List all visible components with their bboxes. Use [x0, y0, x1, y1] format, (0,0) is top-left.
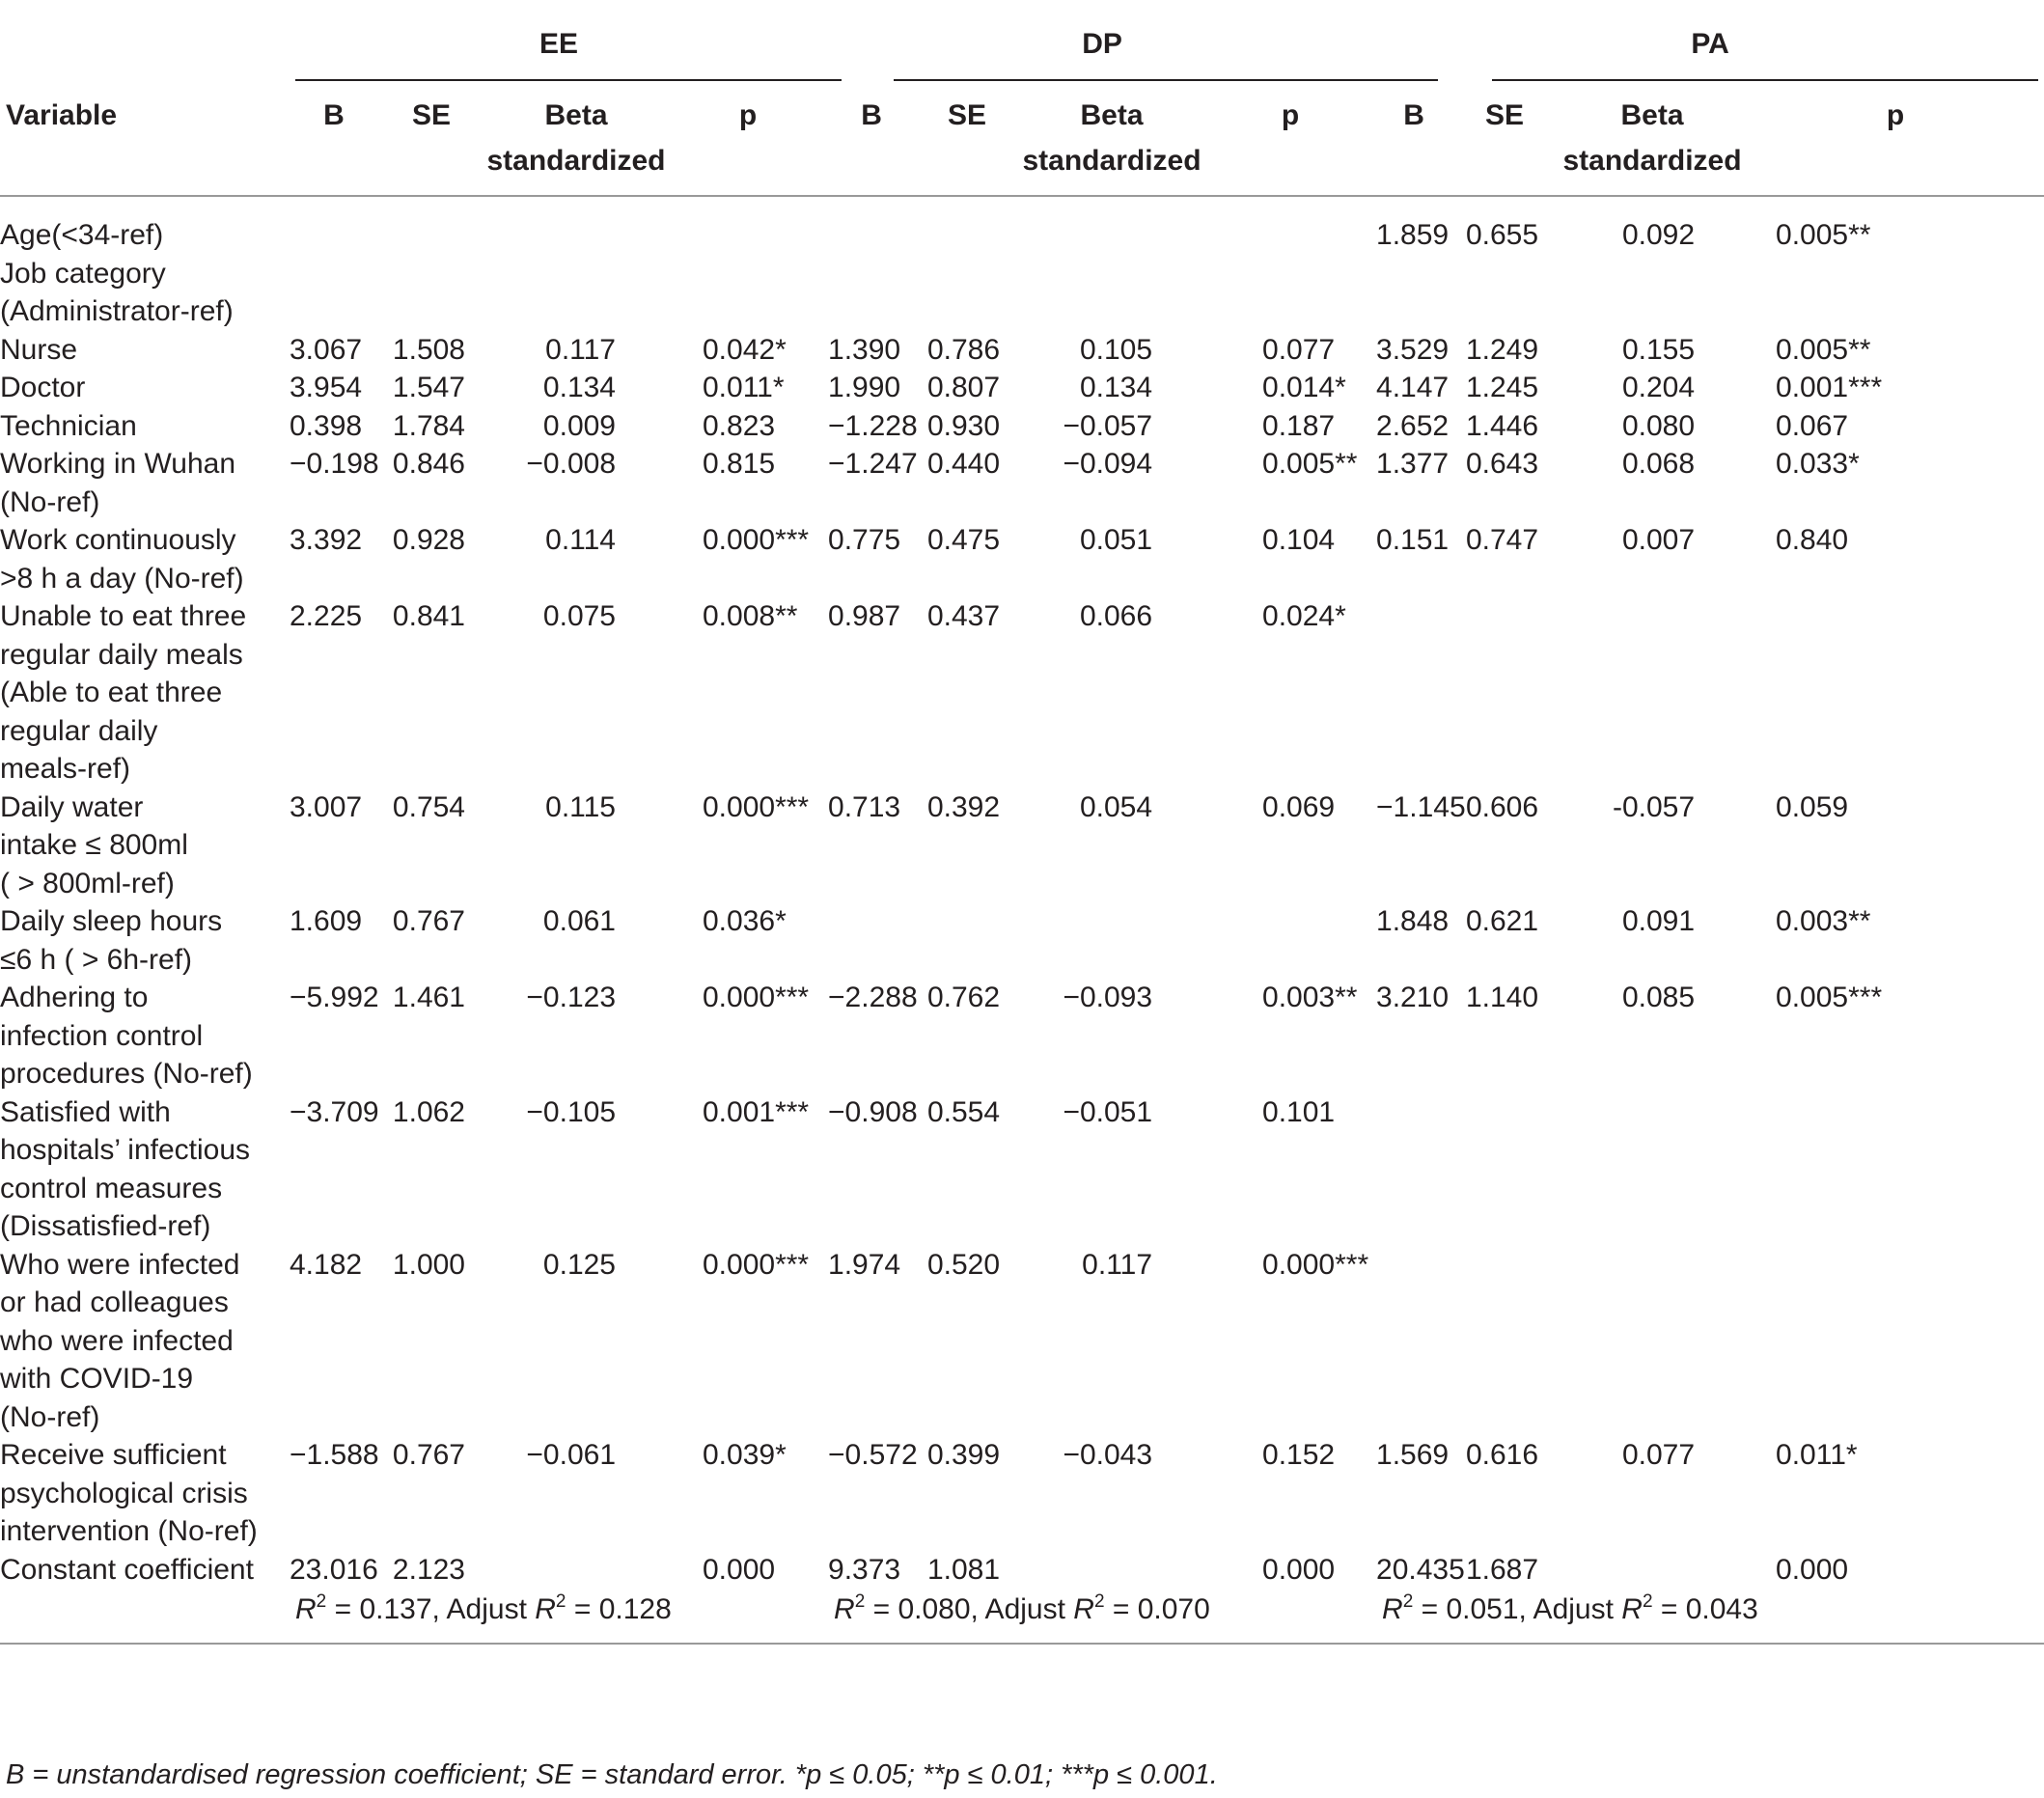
adjust-r-exponent: 2: [1642, 1591, 1653, 1612]
cell-p: 0.003**: [1262, 982, 1358, 1013]
cell-b: −1.145: [1376, 790, 1466, 823]
row-label: [0, 1246, 290, 1437]
cell-se: 0.655: [1465, 219, 1539, 251]
group-header-row: [0, 8, 2044, 81]
column-header-se: SE: [1485, 99, 1525, 131]
cell-p: 0.005**: [1776, 333, 1871, 366]
cell-se: [915, 196, 1019, 255]
cell-se: 0.554: [926, 1095, 1001, 1128]
row-label-line: Satisfied with: [0, 1095, 171, 1128]
cell-p: 0.024*: [1262, 600, 1346, 632]
cell-se: 0.440: [926, 448, 1001, 480]
cell-beta: −0.057: [1063, 409, 1153, 442]
cell-b: 1.859: [1376, 219, 1450, 251]
cell-p: 0.000***: [703, 790, 810, 823]
column-header-p: p: [738, 99, 758, 131]
row-label-line: control measures: [0, 1172, 223, 1204]
group-header-ee: EE: [539, 28, 579, 60]
cell-b: 0.398: [290, 409, 363, 442]
cell-se: 1.245: [1465, 372, 1539, 403]
cell-p: 0.039*: [703, 1439, 787, 1471]
cell-se: [378, 255, 484, 331]
cell-b: −1.228: [828, 409, 918, 442]
row-label-line: Daily sleep hours: [0, 905, 223, 937]
row-label-line: Unable to eat three: [0, 600, 247, 632]
beta-line-2: standardized: [1022, 145, 1202, 177]
cell-b: 1.377: [1376, 448, 1450, 480]
cell-se: [378, 196, 484, 255]
adjust-r-symbol: R: [535, 1593, 556, 1625]
cell-b: 1.390: [828, 333, 901, 366]
cell-b: −5.992: [290, 982, 379, 1013]
cell-b: [1376, 1093, 1451, 1246]
group-rule-pa: [1492, 79, 2038, 81]
cell-b: −0.908: [828, 1095, 918, 1128]
cell-b: −1.588: [290, 1439, 379, 1471]
cell-p: 0.187: [1262, 409, 1336, 442]
cell-se: 0.754: [392, 790, 465, 823]
cell-b: 1.974: [828, 1248, 901, 1281]
row-label-line: procedures (No-ref): [0, 1058, 253, 1090]
row-label-line: Receive sufficient: [0, 1439, 227, 1471]
row-label-line: Who were infected: [0, 1248, 240, 1281]
cell-se: 0.930: [926, 409, 1001, 442]
cell-b: 0.987: [828, 600, 901, 632]
cell-b: 0.151: [1376, 524, 1450, 556]
cell-b: 3.210: [1376, 982, 1450, 1013]
cell-se: 0.767: [392, 905, 465, 937]
cell-b: 4.147: [1376, 372, 1450, 403]
cell-beta: [1019, 1551, 1204, 1590]
table-row: [0, 407, 2044, 446]
cell-p: 0.104: [1262, 524, 1336, 556]
cell-b: 1.569: [1376, 1439, 1450, 1471]
row-label-line: meals-ref): [0, 753, 131, 785]
cell-b: 1.990: [828, 372, 901, 403]
cell-b: 23.016: [290, 1553, 378, 1586]
cell-b: [1376, 255, 1451, 331]
r-symbol: R: [1382, 1593, 1403, 1625]
cell-p: [1204, 902, 1376, 979]
cell-beta: −0.093: [1063, 982, 1153, 1013]
cell-se: 1.062: [392, 1095, 465, 1128]
cell-se: [1451, 1246, 1558, 1437]
row-label: [0, 788, 290, 903]
cell-beta: 0.115: [545, 790, 616, 823]
row-label-line: Nurse: [0, 333, 78, 366]
cell-beta: 0.134: [1079, 372, 1153, 403]
cell-se: 0.841: [392, 600, 465, 632]
cell-beta: −0.094: [1063, 448, 1153, 480]
cell-b: 3.954: [290, 372, 363, 403]
cell-b: 2.225: [290, 600, 363, 632]
cell-b: 1.848: [1376, 905, 1450, 937]
table-row: [0, 788, 2044, 903]
cell-p: 0.059: [1776, 790, 1849, 823]
cell-beta: [1558, 597, 1747, 788]
row-label-line: regular daily meals: [0, 638, 243, 671]
cell-se: 1.249: [1465, 333, 1539, 366]
cell-se: [1451, 255, 1558, 331]
row-label: [0, 255, 290, 331]
cell-beta: −0.061: [526, 1439, 616, 1471]
cell-b: 20.435: [1376, 1553, 1465, 1586]
table-row: [0, 597, 2044, 788]
cell-b: 3.529: [1376, 333, 1450, 366]
cell-se: 0.606: [1465, 790, 1539, 823]
adjust-r-value: = 0.070: [1104, 1593, 1210, 1625]
table-row: [0, 331, 2044, 370]
cell-p: 0.005**: [1776, 219, 1871, 251]
cell-beta: [1558, 1551, 1747, 1590]
cell-p: 0.036*: [703, 905, 787, 937]
cell-beta: [484, 1551, 668, 1590]
group-rule-dp: [894, 79, 1438, 81]
cell-p: 0.069: [1262, 790, 1336, 823]
cell-p: 0.101: [1262, 1095, 1336, 1128]
row-label-line: infection control: [0, 1019, 204, 1052]
cell-se: 1.446: [1465, 409, 1539, 442]
row-label: [0, 521, 290, 597]
cell-beta: 0.092: [1621, 219, 1696, 251]
cell-p: 0.001***: [1776, 372, 1883, 403]
row-label-line: (No-ref): [0, 1400, 100, 1433]
row-label: [0, 902, 290, 979]
row-label: [0, 445, 290, 521]
row-label-line: intervention (No-ref): [0, 1515, 258, 1547]
cell-b: [828, 255, 915, 331]
beta-line-2: standardized: [486, 145, 666, 177]
cell-se: 0.747: [1465, 524, 1539, 556]
cell-p: [668, 196, 828, 255]
cell-beta: 0.066: [1079, 600, 1153, 632]
cell-beta: 0.117: [1082, 1248, 1153, 1281]
row-label-line: Working in Wuhan: [0, 448, 236, 480]
cell-b: −0.198: [290, 448, 379, 480]
cell-p: 0.000***: [703, 982, 810, 1013]
cell-p: 0.000: [1262, 1553, 1336, 1586]
cell-se: 0.928: [392, 524, 465, 556]
cell-beta: 0.091: [1621, 905, 1696, 937]
r-squared-cell: [1376, 1589, 2044, 1644]
cell-se: 1.140: [1465, 982, 1539, 1013]
row-label: [0, 196, 290, 255]
row-label-line: Doctor: [0, 372, 86, 403]
table-row: [0, 1436, 2044, 1551]
cell-se: 0.807: [926, 372, 1001, 403]
row-label: [0, 597, 290, 788]
column-header-beta: [484, 81, 668, 196]
row-label: [0, 1436, 290, 1551]
adjust-r-exponent: 2: [1093, 1591, 1105, 1612]
cell-b: −0.572: [828, 1439, 918, 1471]
cell-p: 0.000***: [1262, 1248, 1369, 1281]
cell-beta: −0.105: [526, 1095, 616, 1128]
table-row: [0, 445, 2044, 521]
cell-beta: 0.085: [1621, 982, 1696, 1013]
cell-beta: [1019, 902, 1204, 979]
adjust-r-value: = 0.128: [566, 1593, 672, 1625]
row-label-line: or had colleagues: [0, 1286, 229, 1318]
cell-beta: 0.204: [1621, 372, 1696, 403]
cell-p: [668, 255, 828, 331]
footnote: B = unstandardised regression coefficient; SE = standard error. *p ≤ 0.05; **p ≤ 0.01; ***p ≤ 0.001.: [6, 1759, 1218, 1790]
table-row: [0, 1246, 2044, 1437]
cell-beta: 0.061: [542, 905, 616, 937]
cell-b: [290, 255, 378, 331]
row-label-line: ≤6 h ( > 6h-ref): [0, 943, 193, 976]
r-value: = 0.051, Adjust: [1413, 1593, 1622, 1625]
regression-table: [0, 8, 2044, 1645]
column-header-p: p: [1886, 99, 1905, 131]
cell-p: [1747, 1246, 2044, 1437]
cell-b: 0.713: [828, 790, 901, 823]
cell-beta: 0.075: [542, 600, 616, 632]
cell-p: 0.000***: [703, 1248, 810, 1281]
cell-beta: -0.057: [1612, 790, 1696, 823]
cell-p: 0.067: [1776, 409, 1849, 442]
cell-b: 4.182: [290, 1248, 363, 1281]
cell-b: 9.373: [828, 1553, 901, 1586]
row-label-line: with COVID-19: [0, 1363, 194, 1395]
cell-beta: 0.134: [542, 372, 616, 403]
r-symbol: R: [295, 1593, 317, 1625]
cell-b: 2.652: [1376, 409, 1450, 442]
cell-p: 0.033*: [1776, 448, 1860, 480]
table-row: [0, 902, 2044, 979]
cell-b: [1376, 1246, 1451, 1437]
column-header-beta: [1558, 81, 1747, 196]
cell-beta: 0.125: [542, 1248, 616, 1281]
cell-beta: 0.077: [1621, 1439, 1696, 1471]
column-header-row: [0, 81, 2044, 196]
cell-b: 3.067: [290, 333, 363, 366]
row-label: [0, 331, 290, 370]
row-label-line: Adhering to: [0, 982, 149, 1013]
cell-p: 0.152: [1262, 1439, 1336, 1471]
column-header-beta: [1019, 81, 1204, 196]
cell-se: [1451, 1093, 1558, 1246]
column-header-b: B: [1403, 99, 1424, 131]
cell-p: 0.005***: [1776, 982, 1883, 1013]
cell-p: 0.001***: [703, 1095, 810, 1128]
cell-beta: −0.051: [1063, 1095, 1153, 1128]
row-label-line: Age(<34-ref): [0, 219, 164, 251]
cell-p: 0.008**: [703, 600, 798, 632]
cell-se: 0.621: [1465, 905, 1539, 937]
cell-se: 1.461: [392, 982, 465, 1013]
cell-beta: −0.008: [526, 448, 616, 480]
cell-beta: 0.009: [542, 409, 616, 442]
r-value: = 0.137, Adjust: [326, 1593, 536, 1625]
cell-b: [828, 902, 915, 979]
column-header-variable: Variable: [6, 99, 118, 131]
cell-beta: 0.054: [1079, 790, 1153, 823]
adjust-r-exponent: 2: [555, 1591, 566, 1612]
row-label-line: Job category: [0, 257, 166, 290]
cell-beta: 0.007: [1621, 524, 1696, 556]
cell-se: [915, 902, 1019, 979]
cell-se: 2.123: [392, 1553, 465, 1586]
beta-line-2: standardized: [1562, 145, 1742, 177]
cell-p: 0.042*: [703, 333, 787, 366]
cell-b: 3.392: [290, 524, 363, 556]
cell-p: 0.840: [1776, 524, 1849, 556]
cell-p: [1204, 255, 1376, 331]
row-label-line: Work continuously: [0, 524, 236, 556]
cell-se: 0.767: [392, 1439, 465, 1471]
group-header-dp: DP: [1082, 28, 1122, 60]
adjust-r-value: = 0.043: [1652, 1593, 1758, 1625]
row-label-line: ( > 800ml-ref): [0, 867, 175, 899]
row-label-line: Daily water: [0, 790, 144, 823]
beta-line-1: Beta: [544, 99, 608, 131]
cell-beta: 0.051: [1079, 524, 1153, 556]
r-symbol: R: [834, 1593, 855, 1625]
table-row: [0, 521, 2044, 597]
cell-beta: [1558, 1246, 1747, 1437]
cell-se: [1451, 597, 1558, 788]
column-header-se: SE: [411, 99, 452, 131]
cell-se: 1.000: [392, 1248, 465, 1281]
cell-b: 0.775: [828, 524, 901, 556]
cell-p: 0.011*: [703, 372, 785, 403]
r-exponent: 2: [854, 1591, 866, 1612]
cell-se: 0.762: [926, 982, 1001, 1013]
group-rule-ee: [295, 79, 842, 81]
cell-p: 0.823: [703, 409, 776, 442]
row-label-line: (Administrator-ref): [0, 295, 234, 327]
beta-line-1: Beta: [1080, 99, 1144, 131]
r-squared-spacer: [0, 1589, 290, 1644]
row-label-line: Technician: [0, 409, 137, 442]
table-row: [0, 369, 2044, 407]
cell-p: [1747, 255, 2044, 331]
cell-beta: [1558, 1093, 1747, 1246]
cell-se: 0.437: [926, 600, 1001, 632]
cell-se: 0.392: [926, 790, 1001, 823]
cell-b: −3.709: [290, 1095, 379, 1128]
row-label-line: (Dissatisfied-ref): [0, 1210, 211, 1242]
cell-p: [1747, 1093, 2044, 1246]
cell-se: 1.081: [926, 1553, 1001, 1586]
cell-beta: 0.080: [1621, 409, 1696, 442]
cell-b: [1376, 597, 1451, 788]
cell-se: 0.846: [392, 448, 465, 480]
adjust-r-symbol: R: [1073, 1593, 1094, 1625]
row-label-line: hospitals’ infectious: [0, 1134, 251, 1166]
cell-se: 0.475: [926, 524, 1001, 556]
cell-beta: [1019, 255, 1204, 331]
cell-beta: 0.114: [545, 524, 616, 556]
table-row: [0, 196, 2044, 255]
column-header-se: SE: [948, 99, 987, 131]
column-header-p: p: [1281, 99, 1300, 131]
cell-se: 1.508: [392, 333, 465, 366]
cell-p: 0.003**: [1776, 905, 1871, 937]
row-label-line: intake ≤ 800ml: [0, 829, 188, 861]
cell-p: 0.000***: [703, 524, 810, 556]
row-label-line: Constant coefficient: [0, 1553, 254, 1586]
cell-b: −2.288: [828, 982, 918, 1013]
cell-beta: 0.068: [1621, 448, 1696, 480]
row-label: [0, 369, 290, 407]
cell-se: 1.687: [1465, 1553, 1539, 1586]
row-label-line: psychological crisis: [0, 1477, 248, 1509]
table-row: [0, 1551, 2044, 1590]
cell-p: 0.014*: [1262, 372, 1346, 403]
row-label-line: regular daily: [0, 714, 158, 747]
cell-se: 0.616: [1465, 1439, 1539, 1471]
cell-p: 0.000: [703, 1553, 776, 1586]
cell-se: [915, 255, 1019, 331]
cell-b: 3.007: [290, 790, 363, 823]
cell-p: 0.011*: [1776, 1439, 1858, 1471]
row-label: [0, 407, 290, 446]
cell-p: [1204, 196, 1376, 255]
row-label-line: >8 h a day (No-ref): [0, 562, 244, 595]
r-value: = 0.080, Adjust: [865, 1593, 1074, 1625]
cell-se: 0.786: [926, 333, 1001, 366]
group-header-pa: PA: [1691, 28, 1729, 60]
cell-beta: −0.043: [1063, 1439, 1153, 1471]
cell-beta: 0.105: [1079, 333, 1153, 366]
table-body: [0, 196, 2044, 1644]
r-squared-row: [0, 1589, 2044, 1644]
cell-p: 0.077: [1262, 333, 1336, 366]
row-label: [0, 1551, 290, 1590]
cell-se: 0.643: [1465, 448, 1539, 480]
column-header-b: B: [861, 99, 882, 131]
row-label-line: who were infected: [0, 1324, 234, 1357]
cell-p: 0.000: [1776, 1553, 1849, 1586]
cell-beta: [1558, 255, 1747, 331]
cell-beta: 0.117: [545, 333, 616, 366]
cell-b: −1.247: [828, 448, 918, 480]
cell-beta: [1019, 196, 1204, 255]
cell-b: [828, 196, 915, 255]
r-exponent: 2: [316, 1591, 327, 1612]
cell-b: [290, 196, 378, 255]
row-label-line: (No-ref): [0, 485, 100, 518]
table-row: [0, 255, 2044, 331]
column-header-b: B: [323, 99, 345, 131]
cell-se: 1.784: [392, 409, 465, 442]
cell-beta: −0.123: [526, 982, 616, 1013]
table-row: [0, 1093, 2044, 1246]
r-squared-cell: [828, 1589, 1376, 1644]
cell-p: 0.005**: [1262, 448, 1358, 480]
cell-beta: [484, 196, 668, 255]
cell-p: 0.815: [703, 448, 776, 480]
row-label-line: (Able to eat three: [0, 677, 223, 708]
beta-line-1: Beta: [1620, 99, 1684, 131]
row-label: [0, 1093, 290, 1246]
cell-beta: 0.155: [1621, 333, 1696, 366]
cell-se: 0.520: [926, 1248, 1001, 1281]
table-row: [0, 979, 2044, 1093]
cell-b: 1.609: [290, 905, 363, 937]
cell-beta: [484, 255, 668, 331]
adjust-r-symbol: R: [1621, 1593, 1643, 1625]
cell-p: [1747, 597, 2044, 788]
cell-se: 0.399: [926, 1439, 1001, 1471]
r-exponent: 2: [1402, 1591, 1414, 1612]
row-label: [0, 979, 290, 1093]
r-squared-cell: [290, 1589, 828, 1644]
cell-se: 1.547: [392, 372, 465, 403]
